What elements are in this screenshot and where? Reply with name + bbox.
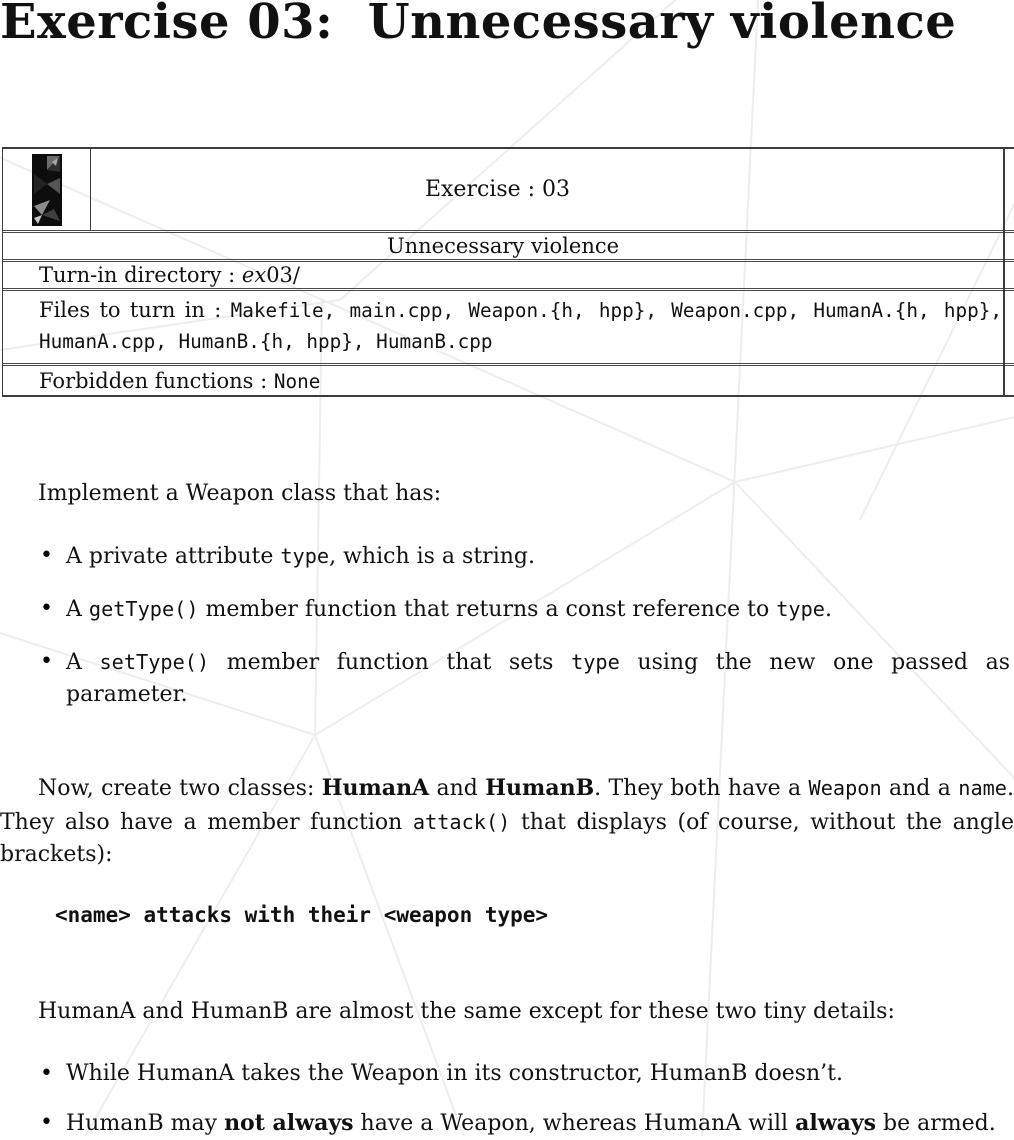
exercise-body bbox=[0, 460, 1014, 1140]
weapon-requirements-list bbox=[0, 540, 1014, 711]
turnin-directory-row bbox=[3, 262, 1014, 291]
intro-paragraph: Implement a Weapon class that has: bbox=[38, 481, 442, 506]
table-right-rule bbox=[1003, 149, 1005, 395]
files-to-turn-in-text: Files to turn in : Makefile, main.cpp, Weapon.{h, hpp}, Weapon.cpp, HumanA.{h, hpp}, HumanA.cpp, HumanB.{h, hpp}, HumanB.cpp bbox=[39, 298, 1003, 353]
details-paragraph: HumanA and HumanB are almost the same except for these two tiny details: bbox=[38, 998, 895, 1024]
exercise-number-label: Exercise : 03 bbox=[424, 177, 571, 202]
exercise-subtitle-row: Unnecessary violence bbox=[3, 233, 1014, 262]
forbidden-functions-row bbox=[3, 366, 1014, 395]
differences-list bbox=[0, 1058, 1014, 1140]
forbidden-functions-text: Forbidden functions : None bbox=[39, 368, 321, 393]
logo-cell bbox=[3, 149, 91, 230]
list-item: • A private attribute type, which is a string. bbox=[66, 540, 1014, 573]
turnin-directory-text: Turn-in directory : ex03/ bbox=[39, 263, 300, 287]
page-title: Exercise 03: Unnecessary violence bbox=[0, 0, 957, 50]
attack-output-code: <name> attacks with their <weapon type> bbox=[55, 902, 549, 927]
list-item: • While HumanA takes the Weapon in its constructor, HumanB doesn’t. bbox=[66, 1058, 1014, 1090]
files-to-turn-in-row bbox=[3, 291, 1014, 366]
fortytwo-glitch-logo-icon bbox=[32, 154, 62, 226]
table-header-row bbox=[3, 149, 1014, 233]
exercise-info-table bbox=[2, 147, 1014, 397]
list-item: • A getType() member function that returns a const reference to type. bbox=[66, 593, 1014, 626]
classes-paragraph: Now, create two classes: HumanA and HumanB. They both have a Weapon and a name. They also have a member function attack() that displays (of course, without the angle brackets): bbox=[0, 775, 1014, 867]
list-item: • A setType() member function that sets type using the new one passed as parameter. bbox=[66, 646, 1014, 711]
list-item: • HumanB may not always have a Weapon, whereas HumanA will always be armed. bbox=[66, 1107, 1014, 1140]
